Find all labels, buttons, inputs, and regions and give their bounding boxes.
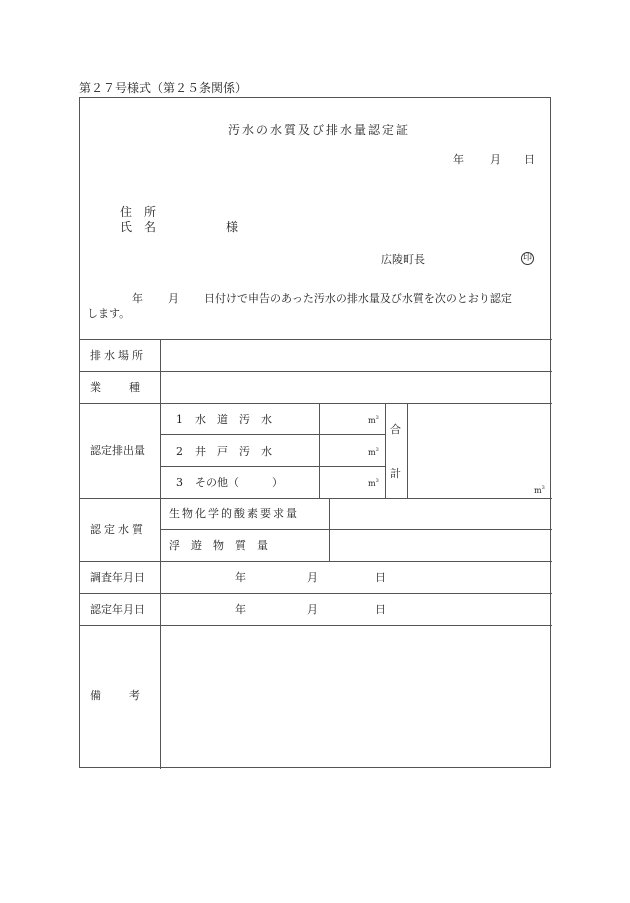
volume-item-label: 水 道 汚 水 xyxy=(195,413,272,426)
header-date-month: 月 xyxy=(490,153,501,166)
survey-date-day: 日 xyxy=(375,571,386,584)
unit-cubic-meter: $m^3$ xyxy=(368,415,379,425)
volume-item-label: 井 戸 汚 水 xyxy=(195,445,272,458)
honorific: 様 xyxy=(226,220,239,234)
certification-date-month: 月 xyxy=(307,603,318,616)
volume-item-label: その他（ ） xyxy=(195,476,283,489)
volume-item-num: 2 xyxy=(176,445,183,458)
quality-item-ss: 浮 遊 物 質 量 xyxy=(169,539,268,552)
body-month: 月 xyxy=(168,292,179,305)
certified-quality-label: 認定水質 xyxy=(90,523,146,536)
survey-date-label: 調査年月日 xyxy=(90,571,145,584)
name-label: 氏 名 xyxy=(120,220,157,234)
body-text-line1: 日付けで申告のあった汚水の排水量及び水質を次のとおり認定 xyxy=(204,292,512,305)
header-date-day: 日 xyxy=(524,153,535,166)
form-number: 第２７号様式（第２５条関係） xyxy=(79,81,248,95)
total-label-1: 合 xyxy=(390,423,401,436)
discharge-place-label: 排水場所 xyxy=(90,349,146,362)
volume-item-num: 3 xyxy=(176,476,183,489)
certification-date-label: 認定年月日 xyxy=(90,603,145,616)
seal-mark: 印 xyxy=(522,253,532,263)
address-label: 住 所 xyxy=(120,205,157,219)
form-title: 汚水の水質及び排水量認定証 xyxy=(228,123,411,137)
total-label-2: 計 xyxy=(390,467,401,480)
quality-item-bod: 生物化学的酸素要求量 xyxy=(169,507,299,520)
certification-date-year: 年 xyxy=(235,603,246,616)
body-year: 年 xyxy=(132,292,143,305)
unit-cubic-meter: $m^3$ xyxy=(368,478,379,488)
certification-date-day: 日 xyxy=(375,603,386,616)
survey-date-month: 月 xyxy=(307,571,318,584)
volume-item-num: 1 xyxy=(176,413,183,426)
survey-date-year: 年 xyxy=(235,571,246,584)
certified-volume-label: 認定排出量 xyxy=(90,444,145,457)
issuer: 広陵町長 xyxy=(381,253,425,266)
total-unit: $m^3$ xyxy=(534,485,545,495)
body-text-line2: します。 xyxy=(87,307,131,320)
unit-cubic-meter: $m^3$ xyxy=(368,447,379,457)
industry-label: 業 種 xyxy=(90,381,142,394)
remarks-label: 備 考 xyxy=(90,689,142,702)
certificate-form xyxy=(79,97,551,768)
header-date-year: 年 xyxy=(453,153,464,166)
